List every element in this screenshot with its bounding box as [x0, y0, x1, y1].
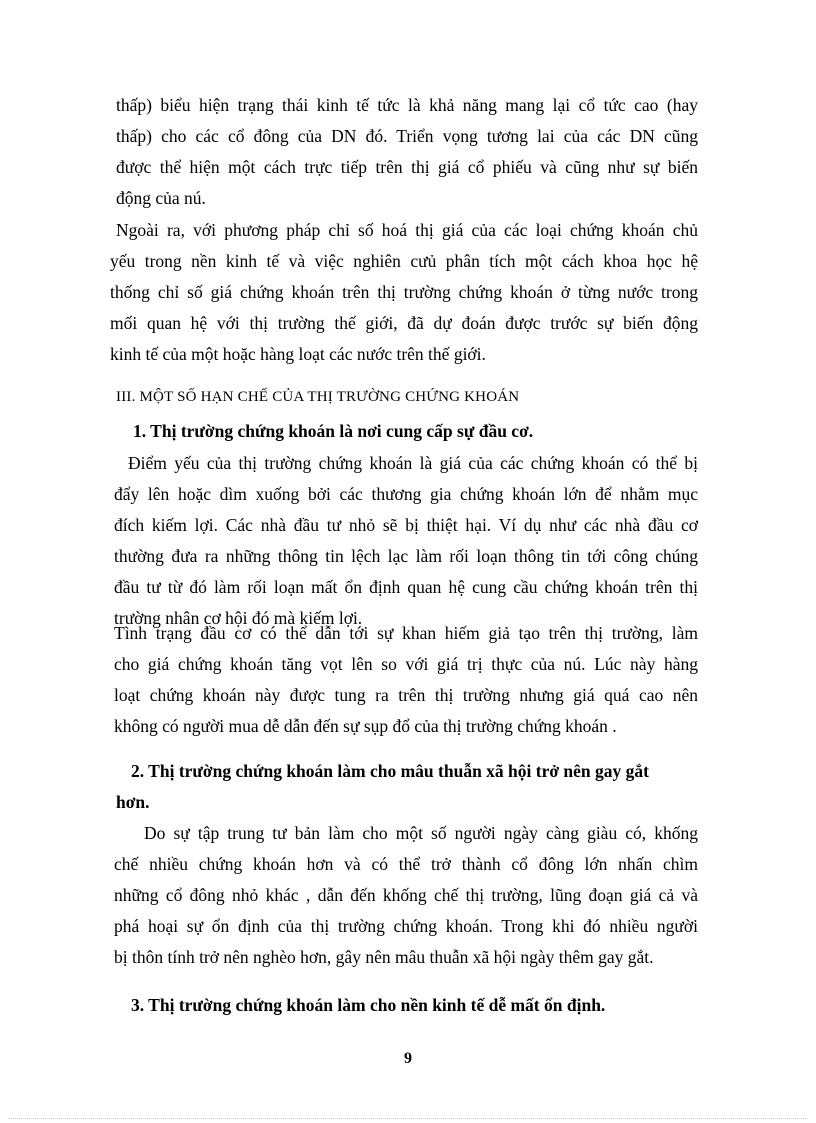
paragraph-continuation — [116, 90, 698, 214]
paragraph-speculation-weakness — [114, 448, 698, 634]
footer-divider — [8, 1118, 808, 1119]
text-line: những cổ đông nhỏ khác , dẫn đến khống chế thị trường, lũng đoạn giá cả và — [114, 885, 698, 905]
heading-line: hơn. — [116, 792, 150, 812]
text-line: đẩy lên hoặc dìm xuống bởi các thương gia chứng khoán lớn để nhằm mục — [114, 484, 698, 504]
text-line: phá hoại sự ổn định của thị trường chứng khoán. Trong khi đó nhiều người — [114, 916, 698, 936]
text-line: đầu tư từ đó làm rối loạn mất ổn định quan hệ cung cầu chứng khoán trên thị — [114, 577, 698, 597]
text-line: yếu trong nền kinh tế và việc nghiên cưủ phân tích một cách khoa học hệ — [110, 251, 698, 271]
text-line: cho giá chứng khoán tăng vọt lên so với giá trị thực của nú. Lúc này hàng — [114, 654, 698, 674]
text-line: không có người mua dễ dẫn đến sự sụp đổ của thị trường chứng khoán . — [114, 716, 617, 736]
heading-line: 2. Thị trường chứng khoán làm cho mâu thuẫn xã hội trở nên gay gắt — [131, 761, 649, 781]
page-number: 9 — [404, 1050, 412, 1067]
text-line: động của nú. — [116, 188, 206, 208]
text-line: được thể hiện một cách trực tiếp trên thị giá cổ phiếu và cũng như sự biến — [116, 157, 698, 177]
section-title: III. MỘT SỐ HẠN CHẾ CỦA THỊ TRƯỜNG CHỨNG KHOÁN — [116, 389, 520, 405]
text-line: kinh tế của một hoặc hàng loạt các nước trên thế giới. — [110, 344, 486, 364]
text-line: loạt chứng khoán này được tung ra trên thị trường nhưng giá quá cao nên — [114, 685, 698, 705]
heading-economic-instability: 3. Thị trường chứng khoán làm cho nền kinh tế dễ mất ổn định. — [131, 995, 606, 1015]
text-line: Điểm yếu của thị trường chứng khoán là giá của các chứng khoán có thể bị — [128, 453, 698, 473]
text-line: Ngoài ra, với phương pháp chỉ số hoá thị giá của các loại chứng khoán chủ — [116, 220, 698, 240]
text-line: Tình trạng đầu cơ có thể dẫn tới sự khan hiếm giả tạo trên thị trường, làm — [114, 623, 698, 643]
text-line: Do sự tập trung tư bản làm cho một số người ngày càng giàu có, khống — [144, 823, 698, 843]
text-line: mối quan hệ với thị trường thế giới, đã dự đoán được trước sự biến động — [110, 313, 698, 333]
text-line: thấp) cho các cổ đông của DN đó. Triển vọng tương lai của các DN cũng — [116, 126, 698, 146]
paragraph-capital-concentration — [114, 818, 698, 973]
text-line: chế nhiều chứng khoán hơn và có thể trở thành cổ đông lớn nhấn chìm — [114, 854, 698, 874]
paragraph-artificial-scarcity — [114, 618, 698, 742]
text-line: trường nhân cơ hội đó mà kiếm lợi. — [114, 608, 363, 628]
text-line: đích kiếm lợi. Các nhà đầu tư nhỏ sẽ bị thiệt hại. Ví dụ như các nhà đầu cơ — [114, 515, 698, 535]
heading-speculation: 1. Thị trường chứng khoán là nơi cung cấp sự đầu cơ. — [133, 421, 534, 441]
text-line: thường đưa ra những thông tin lệch lạc làm rối loạn thông tin tới công chúng — [114, 546, 698, 566]
paragraph-index-forecast — [110, 215, 698, 370]
text-line: bị thôn tính trở nên nghèo hơn, gây nên mâu thuẫn xã hội ngày thêm gay gắt. — [114, 947, 654, 967]
text-line: thấp) biểu hiện trạng thái kinh tế tức là khả năng mang lại cổ tức cao (hay — [116, 95, 698, 115]
heading-social-conflict — [116, 756, 698, 818]
text-line: thống chỉ số giá chứng khoán trên thị trường chứng khoán ở từng nước trong — [110, 282, 698, 302]
